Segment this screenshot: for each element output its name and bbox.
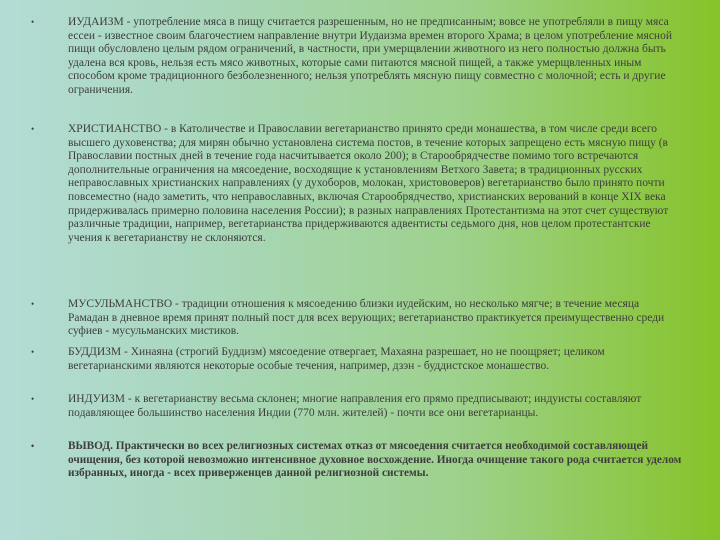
bullet-icon: •: [31, 441, 35, 451]
bullet-icon: •: [31, 347, 35, 357]
item-text: БУДДИЗМ - Хинаяна (строгий Буддизм) мясоедение отвергает, Махаяна разрешает, но не поощряет; целиком вегетарианскими являются некоторые особые течения, например, дзэн - буддистское монашество.: [68, 346, 605, 372]
list-item-islam: [31, 298, 682, 339]
bullet-icon: •: [31, 299, 35, 309]
item-text: ХРИСТИАНСТВО - в Католичестве и Православии вегетарианство принято среди монашества, в том числе среди всего высшего духовенства; для мирян обычно установлена система постов, в течение которых запрещено есть мясную пищу (в Православии постных дней в течение года насчитывается около 200); в Старообрядчестве помимо того встречаются дополнительные ограничения на мясоедение, восходящие к установлениям Ветхого Завета; в традиционных русских неправославных христианских направлениях (у духоборов, молокан, христововеров) вегетарианство было принято почти повсеместно (надо заметить, что неправославных, включая Старообрядчество, христианских верований в конце XIX века придерживалась примерно половина населения России); в разных направлениях Протестантизма на этот счет существуют различные традиции, например, вегетарианства придерживаются адвентисты седьмого дня, нов целом протестантские учения к вегетарианству не склоняются.: [68, 123, 669, 244]
item-text: ИНДУИЗМ - к вегетарианству весьма склонен; многие направления его прямо предписывают; индуисты составляют подавляющее большинство населения Индии (770 млн. жителей) - почти все они вегетарианцы.: [68, 393, 642, 419]
list-item-christianity: [31, 123, 682, 245]
list-item-buddhism: [31, 346, 682, 373]
bullet-icon: •: [31, 394, 35, 404]
bullet-icon: •: [31, 124, 35, 134]
list-item-conclusion: [31, 440, 682, 481]
item-text: МУСУЛЬМАНСТВО - традиции отношения к мясоедению близки иудейским, но несколько мягче; в течение месяца Рамадан в дневное время принят полный пост для всех верующих; вегетарианство практикуется преимущественно среди суфиев - мусульманских мистиков.: [68, 298, 665, 338]
item-text: ВЫВОД. Практически во всех религиозных системах отказ от мясоедения считается необходимой составляющей очищения, без которой невозможно интенсивное духовное восхождение. Иногда очищение такого рода считается уделом избранных, иногда - всех приверженцев данной религиозной системы.: [68, 440, 682, 480]
list-item-judaism: [31, 16, 682, 98]
bullet-icon: •: [31, 17, 35, 27]
list-item-hinduism: [31, 393, 682, 420]
item-text: ИУДАИЗМ - употребление мяса в пищу считается разрешенным, но не предписанным; вовсе не употребляли в пищу мяса ессеи - известное своим благочестием направление внутри Иудаизма времен второго Храма; в целом употребление мясной пищи обусловлено целым рядом ограничений, в частности, при умерщвлении животного из него полностью должна быть удалена вся кровь, нельзя есть мясо животных, которые сами питаются мясной пищей, а также умерщвленных иным способом кроме традиционного безболезненного; нельзя употреблять мясную пищу совместно с молочной; есть и другие ограничения.: [68, 16, 672, 96]
